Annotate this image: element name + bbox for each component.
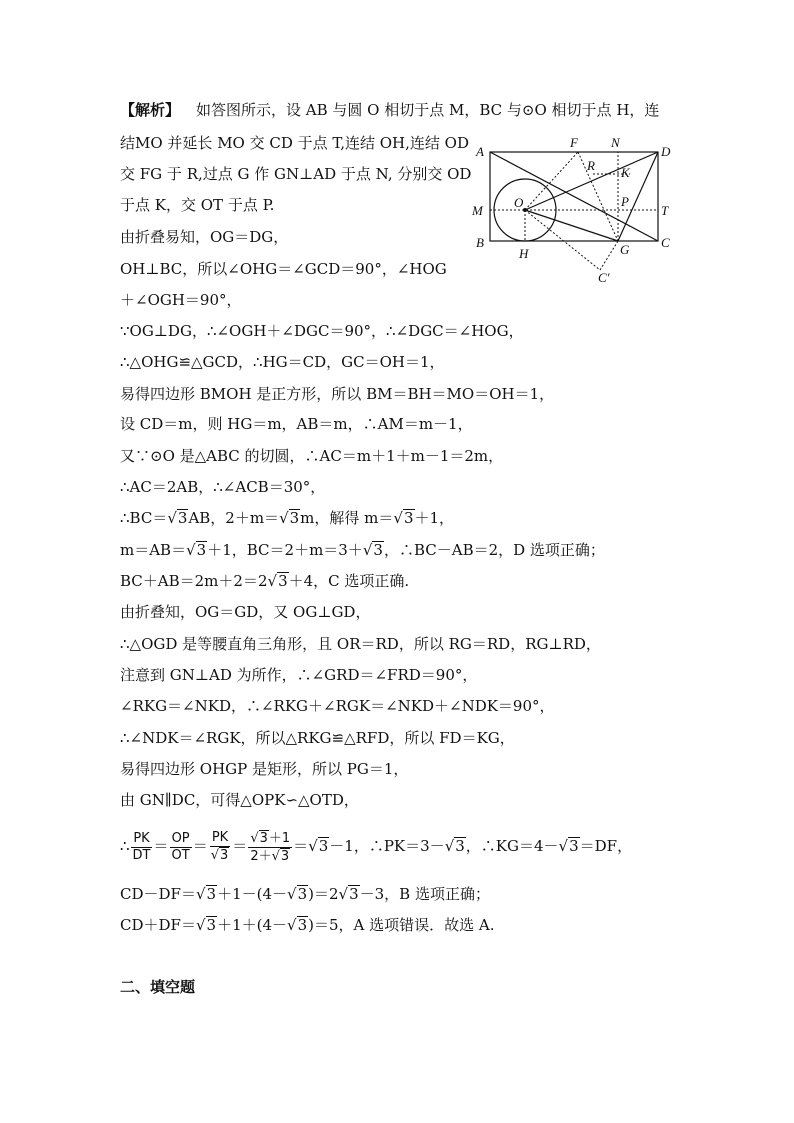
radicand: 3 [297, 916, 308, 934]
label-n: N [611, 135, 620, 150]
text-line-18: ∴△OGD 是等腰直角三角形，且 OR＝RD，所以 RG＝RD，RG⊥RD， [120, 635, 601, 653]
radicand: 3 [206, 885, 217, 903]
geometry-figure [470, 130, 675, 285]
text-line-19: 注意到 GN⊥AD 为所作，∴∠GRD＝∠FRD＝90°， [120, 666, 478, 684]
fraction-pk-root3: $\frac{PK}{√3}$ [210, 830, 229, 863]
label-f: F [570, 135, 578, 150]
text-line-5: 由折叠易知，OG＝DG， [120, 228, 289, 246]
label-c: C [661, 235, 670, 250]
fraction-root3-plus1: $\frac{√3+1}{2+√3}$ [250, 830, 291, 864]
text-line-16: BC＋AB＝2m＋2＝2√3＋4，C 选项正确. [120, 572, 410, 590]
fraction-line: ∴ $\frac{PK}{DT}$ ＝ $\frac{OP}{OT}$ ＝ $\frac{PK}{√3}$ ＝ $\frac{√3+1}{2+√3}$ ＝√3－1，∴PK＝3－√3，∴KG＝4－√3＝DF， [120, 830, 633, 864]
label-h: H [519, 246, 529, 261]
segment-fg [578, 152, 618, 241]
text-line-17: 由折叠知，OG＝GD，又 OG⊥GD， [120, 603, 371, 621]
analysis-tag: 【解析】 [120, 101, 181, 119]
radicand: 3 [177, 509, 188, 527]
text-line-7: ＋∠OGH＝90°， [120, 291, 242, 309]
radicand: 3 [289, 509, 300, 527]
label-p: P [621, 194, 629, 209]
radicand: 3 [373, 541, 383, 559]
label-t: T [661, 203, 669, 218]
label-k: K [621, 165, 630, 180]
radicand: 3 [403, 509, 414, 527]
radicand: 3 [569, 837, 579, 855]
radicand: 3 [206, 916, 217, 934]
label-c-prime: C′ [598, 270, 610, 285]
text-line-14: ∴BC＝√3AB，2＋m＝√3m，解得 m＝√3＋1， [120, 509, 455, 527]
intro-text-1: 如答图所示，设 AB 与圆 O 相切于点 M，BC 与⊙O 相切于点 H，连 [196, 101, 660, 119]
intro-line-4: 于点 K，交 OT 于点 P. [120, 196, 275, 214]
segment-of [525, 152, 578, 210]
radicand: 3 [196, 541, 207, 559]
radicand: 3 [318, 837, 329, 855]
label-d: D [661, 144, 671, 159]
text-line-21: ∴∠NDK＝∠RGK，所以△RKG≌△RFD，所以 FD＝KG， [120, 729, 515, 747]
intro-line-2: 结MO 并延长 MO 交 CD 于点 T,连结 OH,连结 OD [120, 134, 470, 152]
text-line-9: ∴△OHG≌△GCD，∴HG＝CD，GC＝OH＝1， [120, 353, 445, 371]
radicand: 3 [297, 885, 308, 903]
text-line-23: 由 GN∥DC，可得△OPK∽△OTD， [120, 791, 359, 809]
section-heading: 二、填空题 [120, 978, 196, 996]
label-a: A [476, 144, 484, 159]
radicand: 3 [455, 837, 465, 855]
fraction-op-ot: $\frac{OP}{OT}$ [171, 830, 190, 863]
segment-og-fold [525, 210, 600, 270]
text-line-12: 又∵⊙O 是△ABC 的切圆，∴AC＝m＋1＋m－1＝2m， [120, 447, 504, 465]
text-line-13: ∴AC＝2AB，∴∠ACB＝30°， [120, 478, 326, 496]
label-o: O [514, 195, 524, 210]
text-line-22: 易得四边形 OHGP 是矩形，所以 PG＝1， [120, 760, 409, 778]
label-g: G [620, 242, 630, 257]
text-line-26: CD＋DF＝√3＋1＋(4－√3)＝5，A 选项错误．故选 A. [120, 916, 495, 934]
segment-og [525, 210, 618, 241]
intro-line-3: 交 FG 于 R,过点 G 作 GN⊥AD 于点 N, 分别交 OD [120, 165, 472, 183]
text-line-11: 设 CD＝m，则 HG＝m，AB＝m，∴AM＝m－1， [120, 415, 473, 433]
text-line-15: m＝AB＝√3＋1，BC＝2＋m＝3＋√3，∴BC－AB＝2，D 选项正确； [120, 541, 605, 559]
fraction-pk-dt: $\frac{PK}{DT}$ [132, 830, 151, 863]
label-r: R [587, 158, 595, 173]
label-m: M [472, 203, 483, 218]
text-line-20: ∠RKG＝∠NKD，∴∠RKG＋∠RGK＝∠NKD＋∠NDK＝90°， [120, 697, 555, 715]
text-line-25: CD－DF＝√3＋1－(4－√3)＝2√3－3，B 选项正确； [120, 885, 490, 903]
label-b: B [476, 235, 484, 250]
text-line-10: 易得四边形 BMOH 是正方形，所以 BM＝BH＝MO＝OH＝1， [120, 385, 555, 403]
segment-cprime-g [600, 241, 618, 270]
text-line-8: ∵OG⊥DG，∴∠OGH＋∠DGC＝90°，∴∠DGC＝∠HOG， [120, 322, 524, 340]
text-line-6: OH⊥BC，所以∠OHG＝∠GCD＝90°，∠HOG [120, 260, 447, 278]
point-o [523, 208, 527, 212]
radicand: 3 [278, 572, 288, 590]
radicand: 3 [349, 885, 359, 903]
intro-line-1 [120, 100, 659, 120]
